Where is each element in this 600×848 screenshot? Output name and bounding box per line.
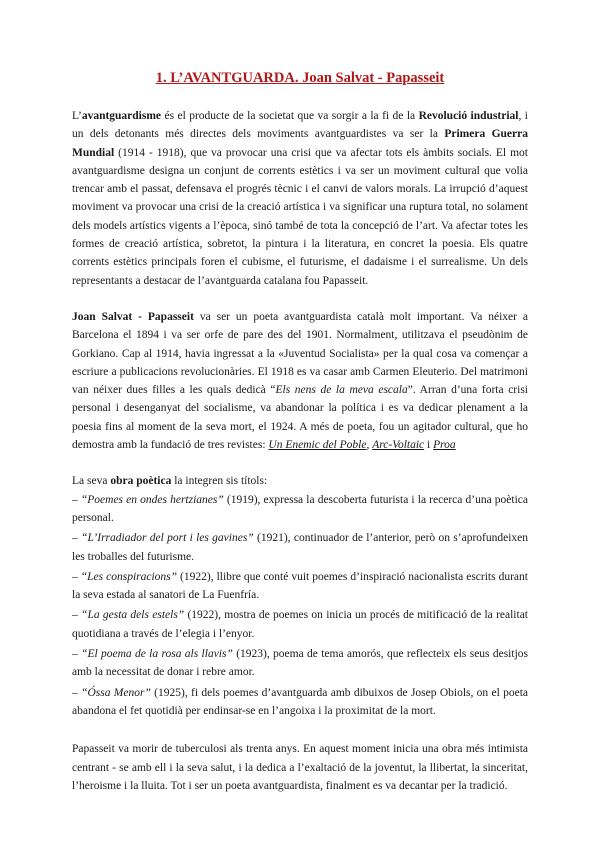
intro-term-guerra: Primera Guerra Mundial — [72, 128, 528, 159]
works-list — [72, 491, 528, 721]
bio-text: va ser un poeta avantguardista català molt important. Va néixer a Barcelona el 1894 i va ser orfe de pare des del 1901. Normalment, utilitzava el pseudònim de Gorkiano. Cap al 1914, havia ingressat a la «Juventud Socialista» per la qual cosa va començar a escriure a publicacions revolucionàries. El 1918 es va casar amb Carmen Eleuterio. Del matrimoni van néixer dues filles a les quals dedicà “ — [72, 310, 528, 397]
work-title: “L’Irradiador del port i les gavines” — [81, 532, 254, 545]
work-title: “La gesta dels estels” — [81, 609, 185, 622]
magazine-link-arc-voltaic[interactable]: Arc-Voltaic — [372, 439, 425, 452]
bio-text: ”. Arran d’una forta crisi personal i desenganyat del socialisme, va abandonar la política i es va dedicar plenament a la poesia fins al moment de la seva mort, el 1924. A més de poeta, fou un agitador cultural, que ho demostra amb la fundació de tres revistes: — [72, 384, 528, 452]
list-dash: – — [72, 493, 81, 506]
magazine-link-enemic[interactable]: Un Enemic del Poble — [268, 439, 367, 452]
intro-text: és el producte de la societat que va sorgir a la fi de la — [161, 110, 419, 122]
bio-separator: , — [366, 439, 373, 452]
works-intro-text: La seva — [72, 475, 111, 488]
work-title: “Les conspiracions” — [80, 570, 178, 583]
intro-text: (1914 - 1918), que va provocar una crisi que va afectar tots els àmbits socials. El mot avantguardisme designa un conjunt de corrents estètics i va ser un moviment cultural que volia trencar amb el passat, defensava el progrés tècnic i el canvi de valors morals. La irrupció d’aquest moviment va provocar una crisi de la creació artística i va significar una ruptura total, no solament dels models artístics vigents a l’època, sinó també de tota la concepció de l’art. Va afectar totes les formes de creació artística, sobretot, la pintura i la literatura, en concret la poesia. Els quatre corrents estètics principals foren el cubisme, el futurisme, el dadaisme i el surrealisme. Un dels representants a destacar de l’avantguarda catalana fou Papasseit. — [72, 146, 528, 287]
page-title: 1. L’AVANTGUARDA. Joan Salvat - Papasseit — [155, 70, 445, 86]
intro-term-avantguardisme: avantguardisme — [81, 110, 162, 122]
bio-separator: i — [424, 439, 434, 452]
intro-text: L’ — [72, 110, 82, 122]
list-item — [72, 606, 528, 643]
bio-author-name: Joan Salvat - Papasseit — [72, 310, 194, 323]
list-dash: – — [72, 570, 81, 583]
work-description: (1922), mostra de poemes on inicia un procés de mitificació de la realitat quotidiana a través de l’elegia i l’enyor. — [72, 609, 528, 640]
work-title: “Poemes en ondes hertzianes” — [80, 493, 224, 506]
work-description: (1922), llibre que conté vuit poemes d’inspiració nacionalista escrits durant la seva estada al sanatori de La Fuenfría. — [72, 570, 528, 602]
work-description: (1919), expressa la descoberta futurista i la recerca d’una poètica personal. — [72, 493, 528, 524]
conclusion-paragraph: Papasseit va morir de tuberculosi als trenta anys. En aquest moment inicia una obra més intimista centrant - se amb ell i la seva salut, i la dedica a l’exaltació de la joventut, la llibertat, la sinceritat, l’heroisme i la lluita. Tot i ser un poeta avantguardista, finalment es va decantar per la tradició. — [72, 743, 528, 792]
work-title: “El poema de la rosa als llavis” — [81, 648, 233, 661]
list-item — [72, 491, 528, 528]
works-intro — [72, 472, 528, 490]
intro-paragraph — [72, 107, 528, 290]
work-title: “Óssa Menor” — [81, 686, 151, 699]
list-dash: – — [72, 686, 82, 699]
list-dash: – — [72, 609, 82, 622]
works-intro-text: la integren sis títols: — [171, 475, 268, 488]
work-description: (1925), fi dels poemes d’avantguarda amb dibuixos de Josep Obiols, on el poeta abandona el fet quotidià per endinsar-se en l’angoixa i la proximitat de la mort. — [72, 686, 529, 717]
bio-work-title: Els nens de la meva escala — [275, 384, 408, 397]
list-item — [72, 645, 528, 682]
list-item — [72, 568, 528, 605]
bio-paragraph — [72, 308, 528, 454]
work-description: (1923), poema de tema amorós, que reflecteix els seus desitjos amb la necessitat de donar i rebre amor. — [72, 648, 528, 679]
work-description: (1921), continuador de l’anterior, però on s’aprofundeixen les troballes del futurisme. — [72, 532, 529, 563]
intro-text: , i un dels detonants més directes dels moviments avantguardistes va ser la — [72, 110, 529, 141]
list-item — [72, 529, 528, 566]
list-dash: – — [72, 648, 82, 661]
works-intro-term: obra poètica — [110, 475, 172, 488]
list-item — [72, 684, 528, 721]
list-dash: – — [72, 532, 82, 545]
magazine-link-proa[interactable]: Proa — [433, 439, 456, 452]
intro-term-revolucio: Revolució industrial — [418, 110, 519, 122]
